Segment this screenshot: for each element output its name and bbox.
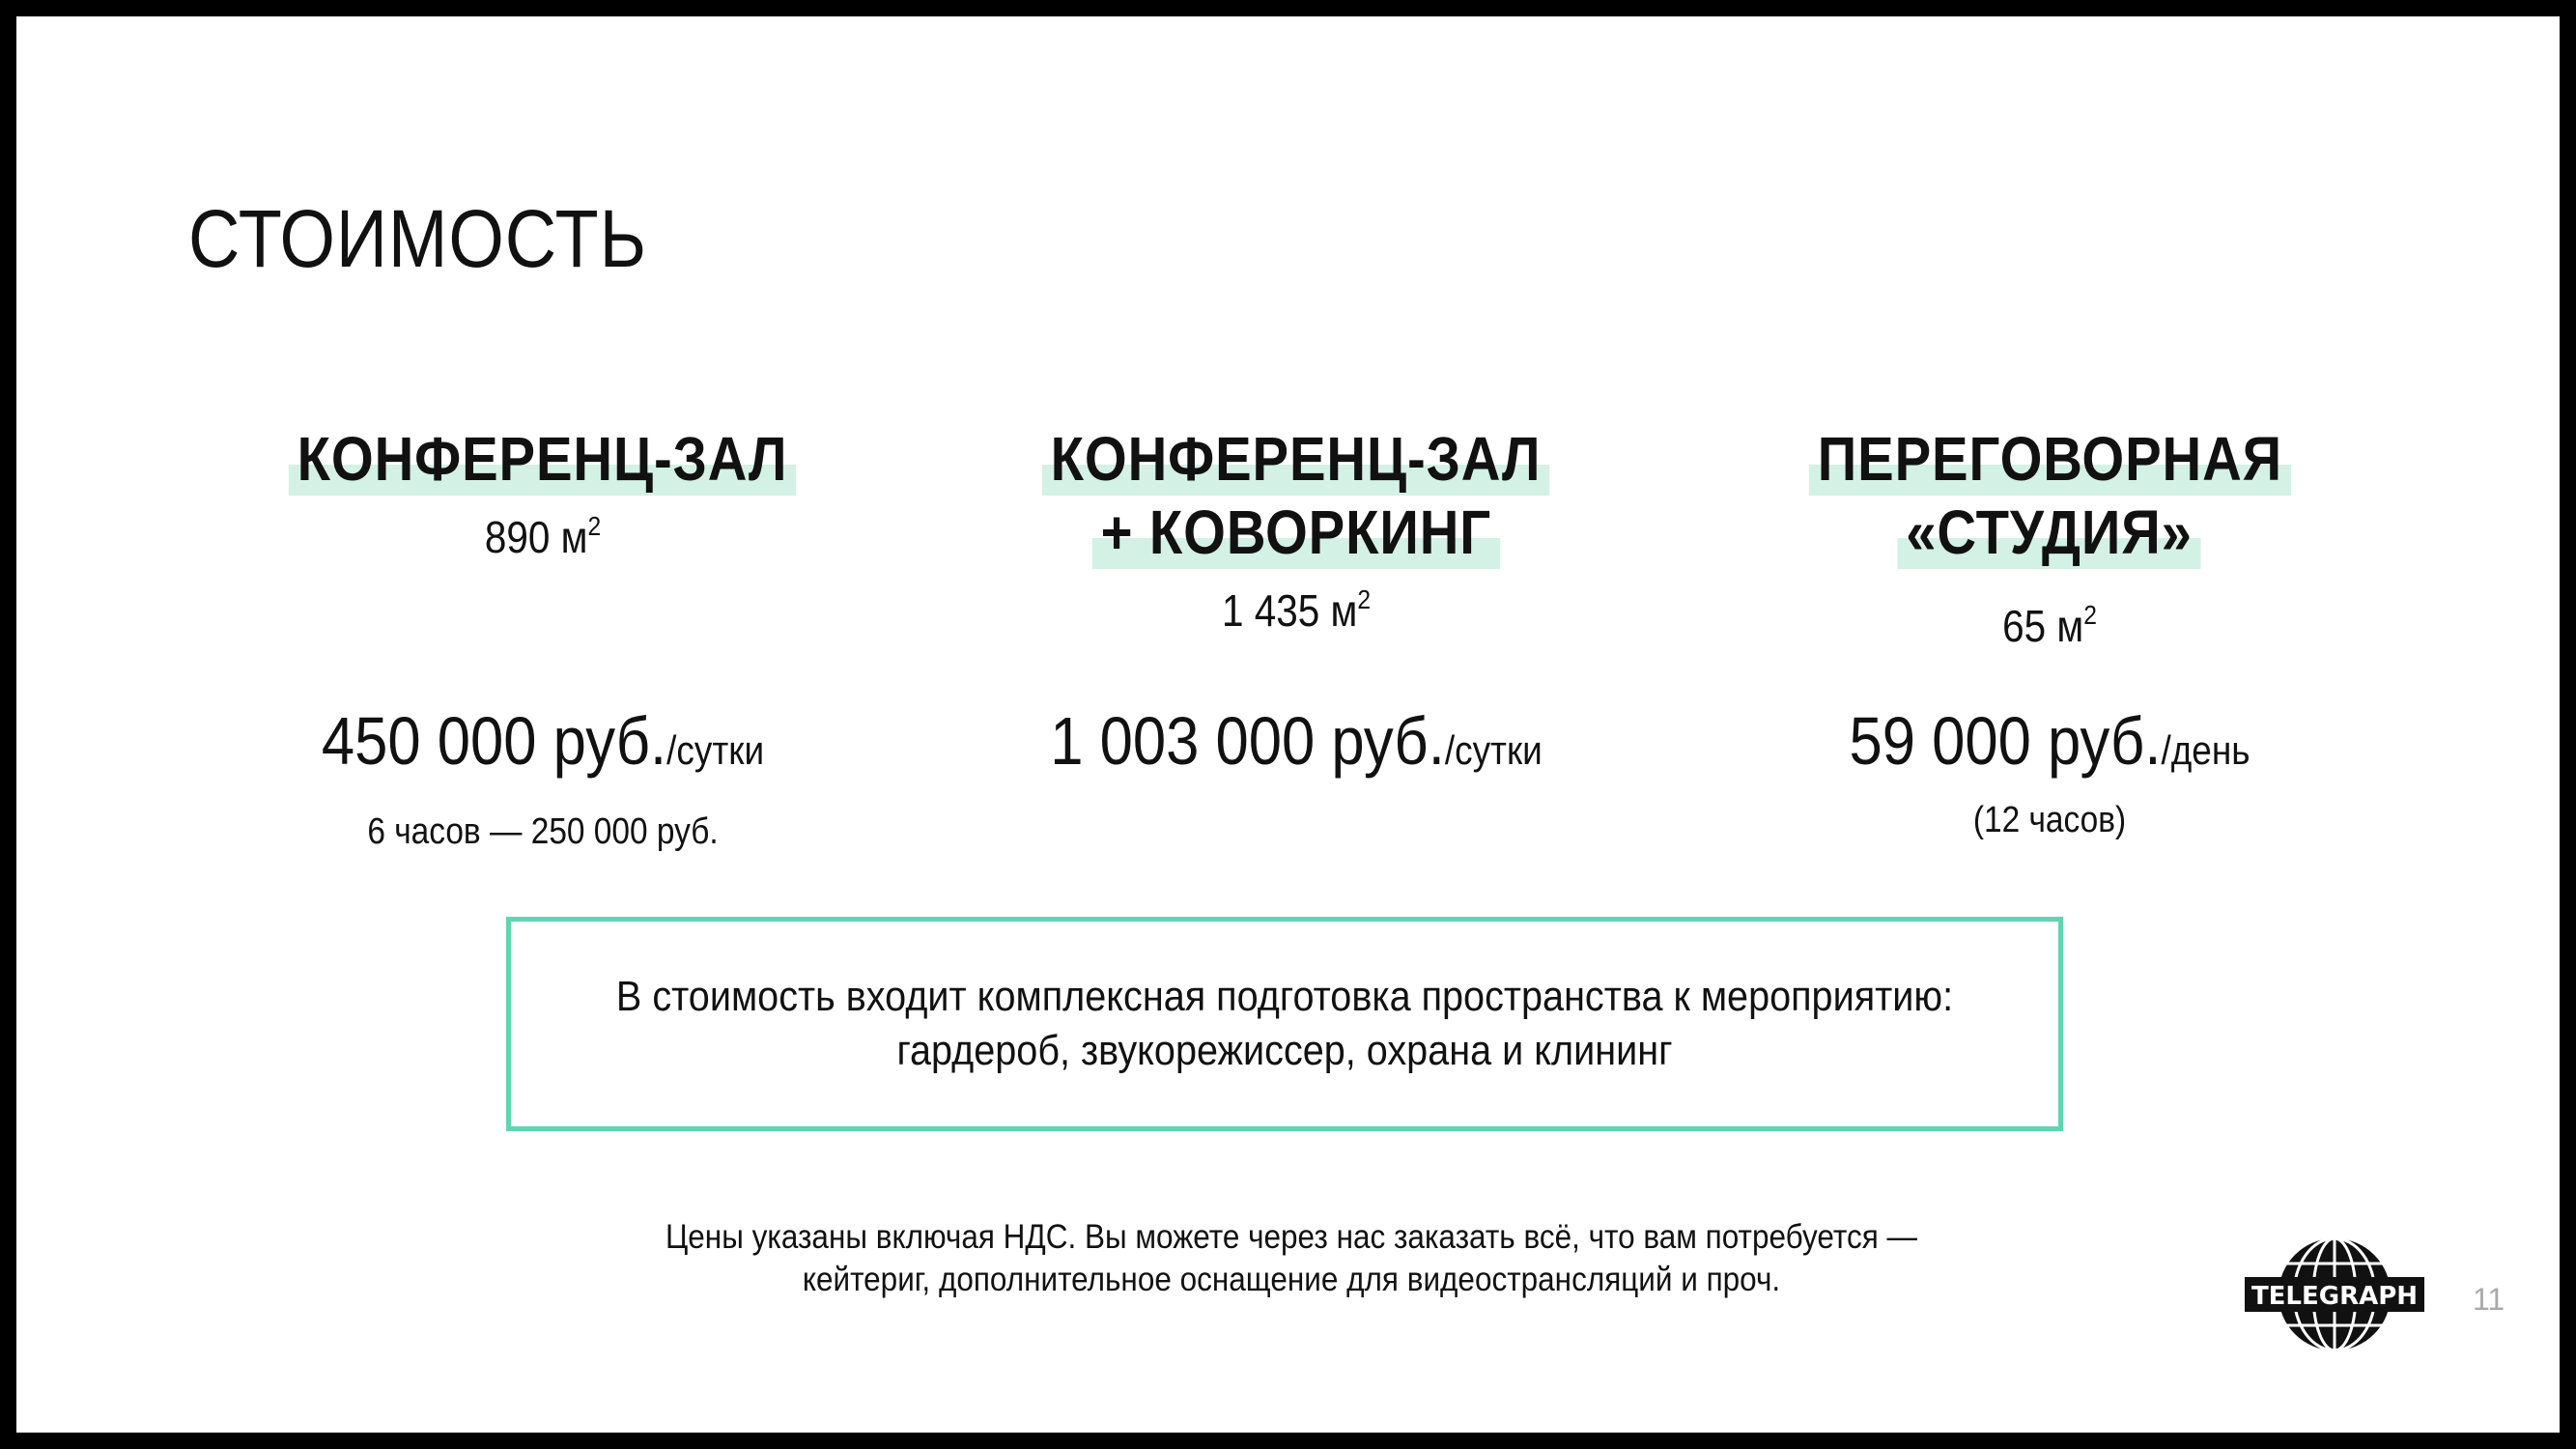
price-note: (12 часов) [1972, 800, 2127, 840]
column-heading [958, 422, 1634, 569]
column-heading [205, 422, 881, 496]
pricing-column-conference-coworking [958, 422, 1634, 779]
area-superscript: 2 [1357, 584, 1372, 614]
area-value: 1 435 м [1221, 585, 1358, 636]
heading-line: КОНФЕРЕНЦ-ЗАЛ [1042, 422, 1549, 496]
price-unit: /сутки [1444, 727, 1543, 773]
included-line: гардероб, звукорежиссер, охрана и клининг [896, 1027, 1673, 1074]
slide [16, 16, 2560, 1433]
page-number: 11 [2473, 1282, 2505, 1317]
area-label [1752, 586, 2347, 655]
area-superscript: 2 [587, 511, 602, 541]
price-label [999, 702, 1594, 789]
price-value: 450 000 руб. [321, 703, 667, 779]
included-services-text [616, 970, 1953, 1078]
globe-icon [2243, 1227, 2426, 1362]
footer-note [596, 1216, 1987, 1301]
heading-line: «СТУДИЯ» [1898, 496, 2201, 569]
page-title: СТОИМОСТЬ [188, 193, 647, 284]
heading-line: КОНФЕРЕНЦ-ЗАЛ [289, 422, 796, 496]
price-unit: /день [2161, 727, 2250, 773]
footer-line: кейтериг, дополнительное оснащение для видеострансляций и проч. [802, 1261, 1781, 1298]
price-value: 1 003 000 руб. [1050, 703, 1445, 779]
area-value: 890 м [484, 512, 588, 562]
logo-text: TELEGRAPH [2250, 1282, 2419, 1311]
column-heading [1712, 422, 2388, 569]
footer-line: Цены указаны включая НДС. Вы можете через нас заказать всё, что вам потребуется — [665, 1218, 1918, 1256]
price-label [1752, 702, 2347, 789]
pricing-column-conference-hall [205, 422, 881, 852]
price-unit: /сутки [666, 727, 765, 773]
area-label [245, 497, 840, 566]
included-line: В стоимость входит комплексная подготовка пространства к мероприятию: [615, 973, 1954, 1020]
price-label [245, 702, 840, 789]
area-superscript: 2 [2083, 600, 2097, 630]
included-services-box [506, 917, 2063, 1131]
telegraph-logo [2243, 1227, 2426, 1362]
heading-line: ПЕРЕГОВОРНАЯ [1809, 422, 2291, 496]
heading-line: + КОВОРКИНГ [1092, 496, 1500, 569]
area-label [999, 571, 1594, 639]
price-note: 6 часов — 250 000 руб. [367, 811, 719, 852]
price-value: 59 000 руб. [1849, 703, 2162, 779]
area-value: 65 м [2002, 601, 2084, 651]
pricing-column-studio [1712, 422, 2388, 840]
